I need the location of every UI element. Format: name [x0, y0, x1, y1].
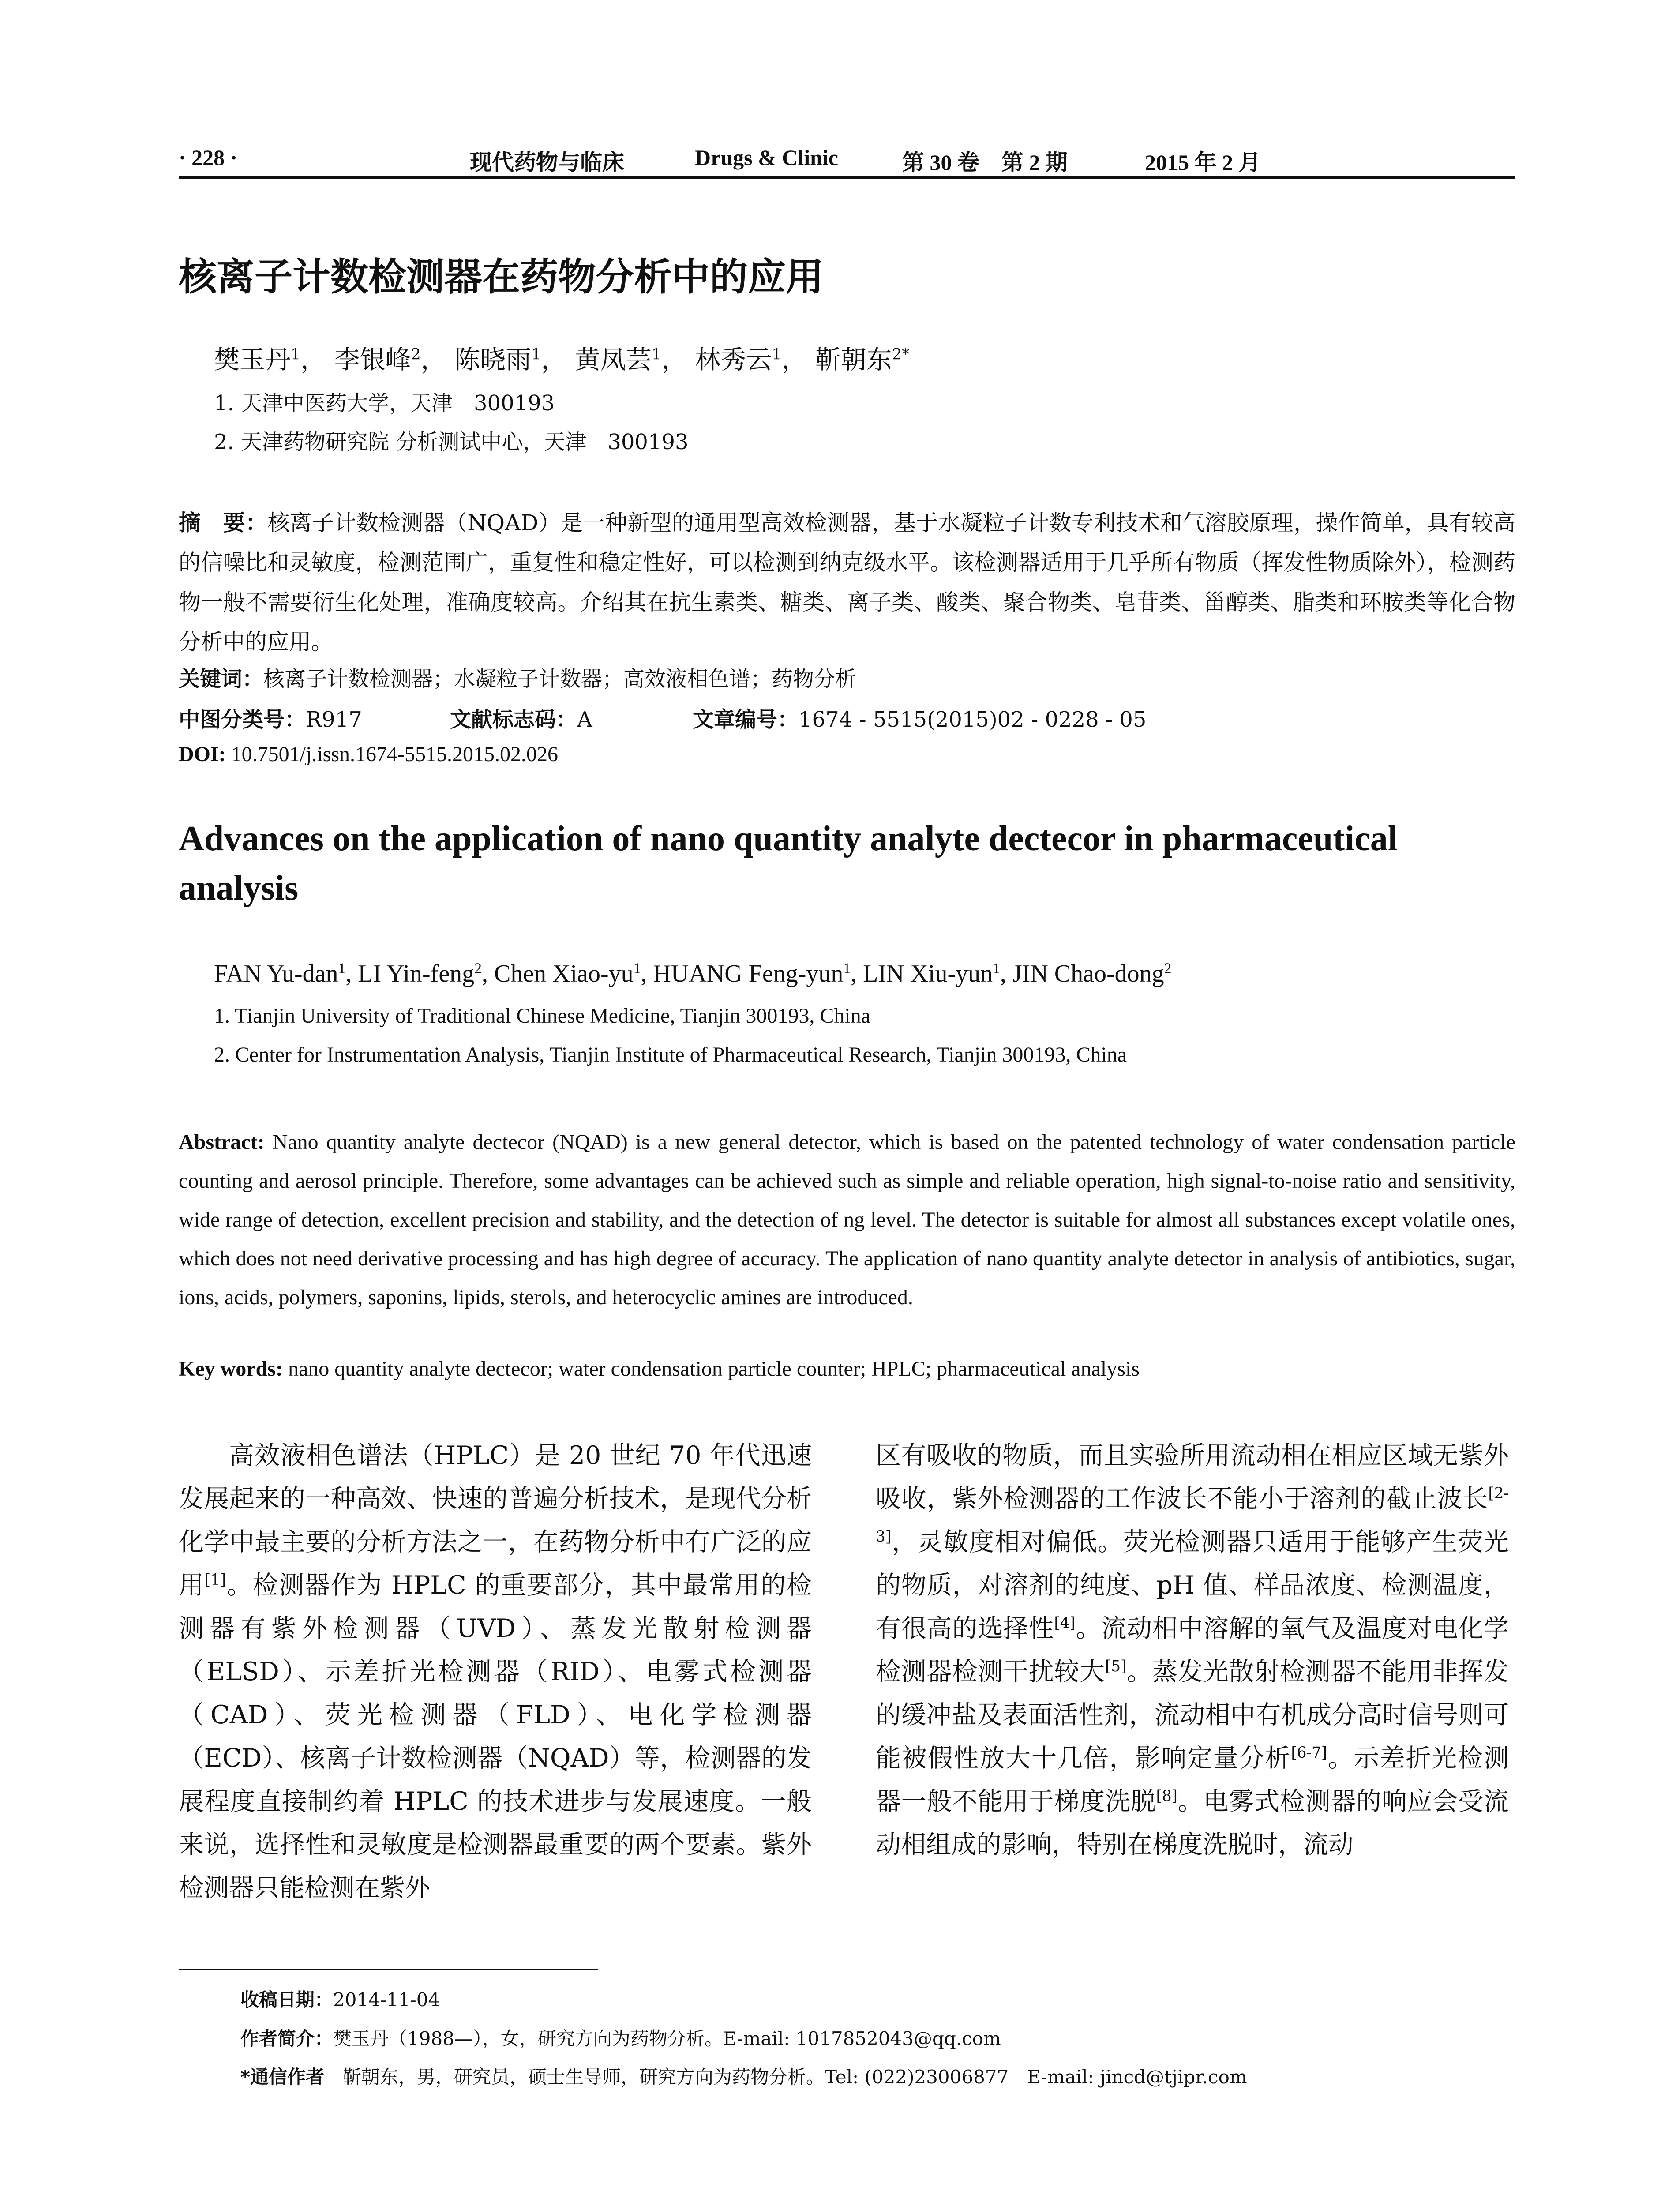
page-number: · 228 · [179, 145, 238, 170]
author-name: 林秀云 [695, 345, 772, 375]
received-label: 收稿日期： [240, 1989, 334, 2011]
abstract-text-cn: 核离子计数检测器（NQAD）是一种新型的通用型高效检测器，基于水凝粒子计数专利技术和气溶胶原理，操作简单，具有较高的信噪比和灵敏度，检测范围广，重复性和稳定性好，可以检测到纳克级水平。该检测器适用于几乎所有物质（挥发性物质除外），检测药物一般不需要衍生化处理，准确度较高。介绍其在抗生素类、糖类、离子类、酸类、聚合物类、皂苷类、甾醇类、脂类和环胺类等化合物分析中的应用。 [179, 510, 1516, 655]
keywords-text-en: nano quantity analyte dectecor; water condensation particle counter; HPLC; pharmaceutical analysis [288, 1357, 1140, 1381]
author-list-cn: 樊玉丹$^1$， 李银峰$^2$， 陈晓雨$^1$， 黄凤芸$^1$， 林秀云$^1$， 靳朝东$^{2*}$ [214, 345, 910, 375]
body-paragraph [179, 1434, 812, 1910]
author-bio-value: 樊玉丹（1988—），女，研究方向为药物分析。E-mail: 1017852043@qq.com [333, 2028, 1001, 2049]
affiliation-marker: 2 [411, 345, 421, 364]
keywords-cn [179, 662, 856, 692]
affiliation-marker: 1 [843, 960, 851, 977]
author-name: LI Yin-feng [358, 960, 475, 987]
body-text: 。流动相中溶解的氧气及温度对电化学检测器检测干扰较大 [876, 1614, 1509, 1686]
citation-marker: [6-7] [1291, 1744, 1328, 1762]
doc-code-value: A [577, 707, 592, 732]
corr-value: 靳朝东，男，研究员，硕士生导师，研究方向为药物分析。Tel: (022)23006877 E-mail: jincd@tjipr.com [342, 2066, 1247, 2088]
affiliation-marker: 1 [993, 960, 1000, 977]
citation-marker: [2-3] [876, 1485, 1509, 1546]
keywords-en [179, 1357, 1515, 1381]
footnote-corresponding-author [240, 2063, 1247, 2089]
corr-label: *通信作者 [240, 2066, 324, 2088]
clc-label: 中图分类号： [179, 707, 306, 732]
affiliation-cn: 2. 天津药物研究院 分析测试中心，天津 300193 [214, 430, 689, 454]
article-no-label: 文章编号： [693, 707, 799, 732]
author-name: 李银峰 [334, 345, 411, 375]
body-paragraph [876, 1434, 1509, 1866]
paper-title-cn: 核离子计数检测器在药物分析中的应用 [179, 255, 824, 299]
author-name: Chen Xiao-yu [494, 960, 634, 987]
doi-value: 10.7501/j.issn.1674-5515.2015.02.026 [231, 743, 559, 766]
received-value: 2014-11-04 [333, 1989, 440, 2011]
author-name: JIN Chao-dong [1012, 960, 1164, 987]
footnote-received-date [240, 1985, 440, 2012]
author-bio-label: 作者简介： [240, 2028, 334, 2049]
body-column-right [876, 1434, 1509, 1866]
body-text: 区有吸收的物质，而且实验所用流动相在相应区域无紫外吸收，紫外检测器的工作波长不能小于溶剂的截止波长 [876, 1441, 1509, 1513]
footnote-rule [179, 1969, 598, 1970]
author-name: 樊玉丹 [214, 345, 291, 375]
doi-label: DOI: [179, 743, 226, 766]
citation-marker: [5] [1105, 1658, 1127, 1675]
affiliation-marker: 2 [474, 960, 482, 977]
article-number [693, 702, 1146, 733]
affiliation-marker: 2* [892, 345, 910, 364]
body-text: ，灵敏度相对偏低。荧光检测器只适用于能够产生荧光的物质，对溶剂的纯度、pH 值、样品浓度、检测温度，有很高的选择性 [876, 1527, 1509, 1643]
author-name: FAN Yu-dan [214, 960, 338, 987]
body-text: 。电雾式检测器的响应会受流动相组成的影响，特别在梯度洗脱时，流动 [876, 1787, 1509, 1859]
issue-date: 2015 年 2 月 [1145, 150, 1261, 175]
doc-code-label: 文献标志码： [450, 707, 578, 732]
body-column-left [179, 1434, 812, 1910]
abstract-cn [179, 503, 1515, 662]
author-name: 陈晓雨 [454, 345, 532, 375]
clc-value: R917 [306, 707, 362, 732]
citation-marker: [4] [1054, 1614, 1076, 1632]
clc-code [179, 702, 362, 733]
author-name: HUANG Feng-yun [653, 960, 844, 987]
paper-title-en: Advances on the application of nano quantity analyte dectecor in pharmaceutical analysis [179, 819, 1398, 908]
citation-marker: [1] [204, 1571, 226, 1589]
abstract-en [179, 1123, 1515, 1317]
affiliation-marker: 2 [1164, 960, 1172, 977]
affiliation-marker: 1 [772, 345, 782, 364]
affiliation-marker: 1 [291, 345, 301, 364]
body-text: 。检测器作为 HPLC 的重要部分，其中最常用的检测器有紫外检测器（UVD）、蒸发光散射检测器（ELSD）、示差折光检测器（RID）、电雾式检测器（CAD）、荧光检测器（FLD）、电化学检测器（ECD）、核离子计数检测器（NQAD）等，检测器的发展程度直接制约着 HPLC 的技术进步与发展速度。一般来说，选择性和灵敏度是检测器最重要的两个要素。紫外检测器只能检测在紫外 [179, 1571, 812, 1902]
journal-name-cn: 现代药物与临床 [470, 150, 624, 175]
article-no-value: 1674 - 5515(2015)02 - 0228 - 05 [799, 707, 1147, 732]
author-list-en: FAN Yu-dan$^1$, LI Yin-feng$^2$, Chen Xiao-$yu^1$, HUANG Feng-yun$^1$, LIN Xiu-yun$^1$, JIN Chao-dong$^2$ [214, 960, 1172, 987]
body-text: 。蒸发光散射检测器不能用非挥发的缓冲盐及表面活性剂，流动相中有机成分高时信号则可能被假性放大十几倍，影响定量分析 [876, 1657, 1509, 1773]
abstract-label-cn: 摘 要： [179, 510, 268, 536]
affiliation-marker: 1 [651, 345, 661, 364]
abstract-text-en: Nano quantity analyte dectecor (NQAD) is a new general detector, which is based on the patented technology of water condensation particle counting and aerosol principle. Therefore, some advantages can be achieved such as simple and reliable operation, high signal-to-noise ratio and sensitivity, wide range of detection, excellent precision and stability, and the detection of ng level. The detector is suitable for almost all substances except volatile ones, which does not need derivative processing and has high degree of accuracy. The application of nano quantity analyte detector in analysis of antibiotics, sugar, ions, acids, polymers, saponins, lipids, sterols, and heterocyclic amines are introduced. [179, 1130, 1515, 1309]
body-text: 。示差折光检测器一般不能用于梯度洗脱 [876, 1744, 1509, 1816]
body-text: 高效液相色谱法（HPLC）是 20 世纪 70 年代迅速发展起来的一种高效、快速的普遍分析技术，是现代分析化学中最主要的分析方法之一，在药物分析中有广泛的应用 [179, 1441, 812, 1600]
document-code [450, 702, 592, 733]
doi [179, 742, 558, 766]
running-header [179, 140, 1515, 176]
affiliation-marker: 1 [338, 960, 346, 977]
author-name: 靳朝东 [815, 345, 892, 375]
affiliation-marker: 1 [531, 345, 541, 364]
affiliation-en: 1. Tianjin University of Traditional Chinese Medicine, Tianjin 300193, China [214, 1004, 871, 1028]
volume-issue: 第 30 卷 第 2 期 [902, 150, 1068, 175]
affiliation-cn: 1. 天津中医药大学，天津 300193 [214, 391, 555, 416]
author-name: LIN Xiu-yun [863, 960, 993, 987]
affiliation-marker: 1 [633, 960, 641, 977]
header-rule [179, 176, 1515, 179]
keywords-label-en: Key words: [179, 1357, 283, 1381]
footnote-author-bio [240, 2024, 1001, 2051]
keywords-label-cn: 关键词： [179, 667, 264, 691]
keywords-text-cn: 核离子计数检测器；水凝粒子计数器；高效液相色谱；药物分析 [263, 667, 857, 691]
citation-marker: [8] [1156, 1787, 1178, 1805]
abstract-label-en: Abstract: [179, 1130, 265, 1154]
author-name: 黄凤芸 [574, 345, 652, 375]
affiliation-en: 2. Center for Instrumentation Analysis, Tianjin Institute of Pharmaceutical Research, Tianjin 300193, China [214, 1043, 1127, 1066]
journal-name-en: Drugs & Clinic [695, 145, 838, 170]
